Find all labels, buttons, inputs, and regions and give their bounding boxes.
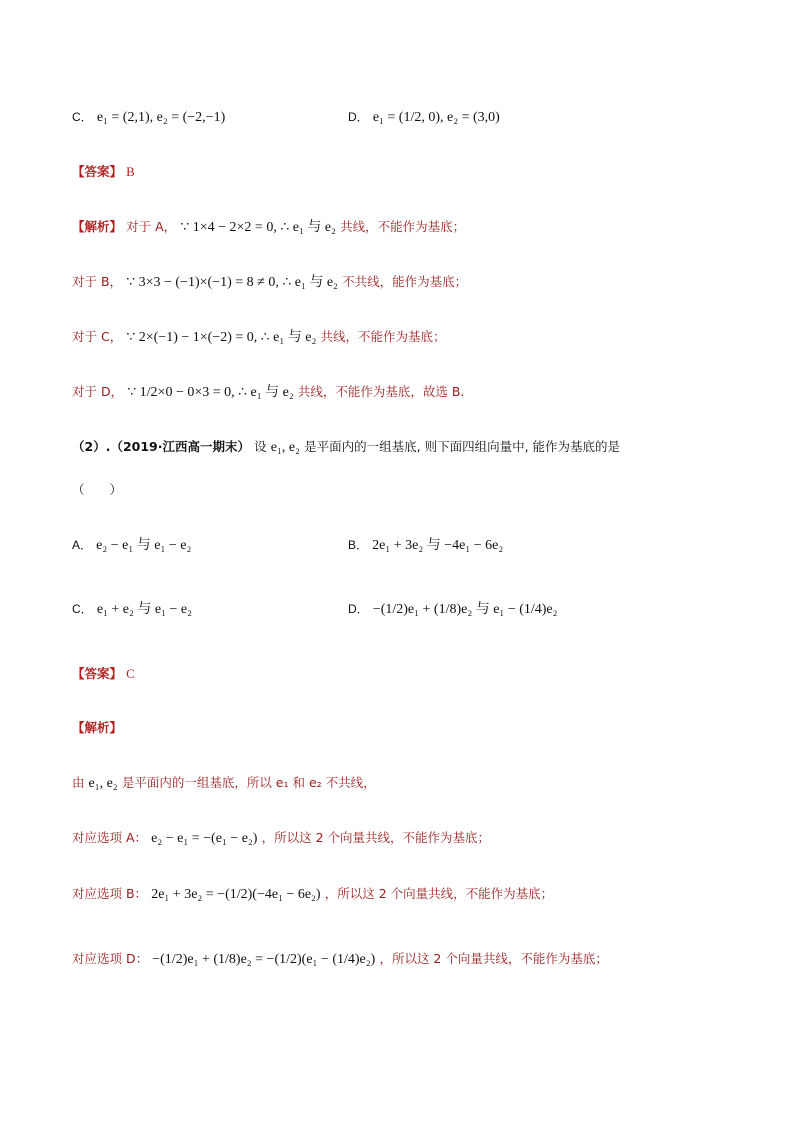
option-c-label: C． (72, 110, 93, 124)
analysis-math: 2e₁ + 3e₂ = −(1/2)(−4e₁ − 6e₂) (151, 887, 321, 902)
q2-option-a (72, 536, 191, 555)
q2-stem-pre: 设 (254, 439, 267, 454)
q2-option-c (72, 600, 192, 619)
q2-option-b (348, 536, 503, 555)
analysis-pre: 由 (72, 775, 89, 790)
q2-stem-math: e₁, e₂ (270, 440, 300, 455)
q1-analysis-line-2 (72, 273, 467, 292)
q2-stem (72, 438, 620, 457)
q2-analysis-tag: 【解析】 (72, 720, 123, 735)
q2-blank (72, 481, 122, 500)
analysis-math: e₁, e₂ (88, 776, 118, 791)
option-c-prev (72, 108, 225, 127)
option-expr: e₁ + e₂ 与 e₁ − e₂ (96, 602, 192, 617)
option-expr: e₂ − e₁ 与 e₁ − e₂ (96, 538, 192, 553)
option-label: A． (72, 538, 93, 552)
q2-analysis-line-3 (72, 885, 553, 904)
q1-answer-tag: 【答案】 (72, 164, 123, 179)
q2-stem-post: 是平面内的一组基底, 则下面四组向量中, 能作为基底的是 (304, 439, 621, 454)
q2-option-d (348, 600, 558, 619)
option-label: C． (72, 602, 93, 616)
analysis-prefix: 对于 A， (126, 219, 177, 234)
analysis-text: 共线，不能作为基底； (320, 329, 446, 344)
analysis-text: 共线，不能作为基底； (340, 219, 466, 234)
option-label: D． (348, 602, 369, 616)
q2-analysis-line-2 (72, 829, 490, 848)
q1-analysis-line-4 (72, 383, 464, 402)
analysis-pre: 对应选项 D： (72, 951, 149, 966)
q2-answer (72, 665, 135, 684)
q1-analysis-line-1 (72, 218, 465, 237)
analysis-math: ∵ 3×3 − (−1)×(−1) = 8 ≠ 0, ∴ e₁ 与 e₂ (126, 275, 338, 290)
q2-analysis-line-1 (72, 774, 376, 793)
q2-answer-value: C (126, 666, 135, 681)
q1-analysis-line-3 (72, 328, 446, 347)
analysis-math: ∵ 1×4 − 2×2 = 0, ∴ e₁ 与 e₂ (180, 220, 336, 235)
q2-blank-paren: （ ） (72, 482, 123, 497)
analysis-math: ∵ 2×(−1) − 1×(−2) = 0, ∴ e₁ 与 e₂ (126, 330, 317, 345)
analysis-prefix: 对于 C， (72, 329, 123, 344)
analysis-text: 是平面内的一组基底，所以 e₁ 和 e₂ 不共线， (121, 775, 376, 790)
q1-answer-value: B (126, 164, 135, 179)
option-expr: −(1/2)e₁ + (1/8)e₂ 与 e₁ − (1/4)e₂ (372, 602, 558, 617)
analysis-math: ∵ 1/2×0 − 0×3 = 0, ∴ e₁ 与 e₂ (127, 385, 294, 400)
analysis-prefix: 对于 D， (72, 384, 124, 399)
q2-analysis-heading (72, 719, 122, 738)
option-d-prev (348, 108, 500, 127)
option-d-expr: e₁ = (1/2, 0), e₂ = (3,0) (372, 110, 500, 125)
analysis-text: ，所以这 2 个向量共线，不能作为基底； (379, 951, 608, 966)
analysis-math: e₂ − e₁ = −(e₁ − e₂) (151, 831, 258, 846)
analysis-pre: 对应选项 B： (72, 886, 148, 901)
option-expr: 2e₁ + 3e₂ 与 −4e₁ − 6e₂ (372, 538, 504, 553)
q1-answer (72, 163, 135, 182)
q1-analysis-tag: 【解析】 (72, 219, 123, 234)
q2-answer-tag: 【答案】 (72, 666, 123, 681)
option-d-label: D． (348, 110, 369, 124)
analysis-text: 共线，不能作为基底，故选 B. (297, 384, 465, 399)
analysis-text: ，所以这 2 个向量共线，不能作为基底； (261, 830, 491, 845)
q2-analysis-line-4 (72, 950, 608, 969)
analysis-pre: 对应选项 A： (72, 830, 148, 845)
analysis-text: 不共线，能作为基底； (342, 274, 468, 289)
analysis-prefix: 对于 B， (72, 274, 123, 289)
analysis-math: −(1/2)e₁ + (1/8)e₂ = −(1/2)(e₁ − (1/4)e₂) (152, 952, 376, 967)
q2-heading: （2）.（2019·江西高一期末） (72, 439, 250, 454)
option-label: B． (348, 538, 369, 552)
analysis-text: ，所以这 2 个向量共线，不能作为基底； (324, 886, 554, 901)
option-c-expr: e₁ = (2,1), e₂ = (−2,−1) (96, 110, 226, 125)
